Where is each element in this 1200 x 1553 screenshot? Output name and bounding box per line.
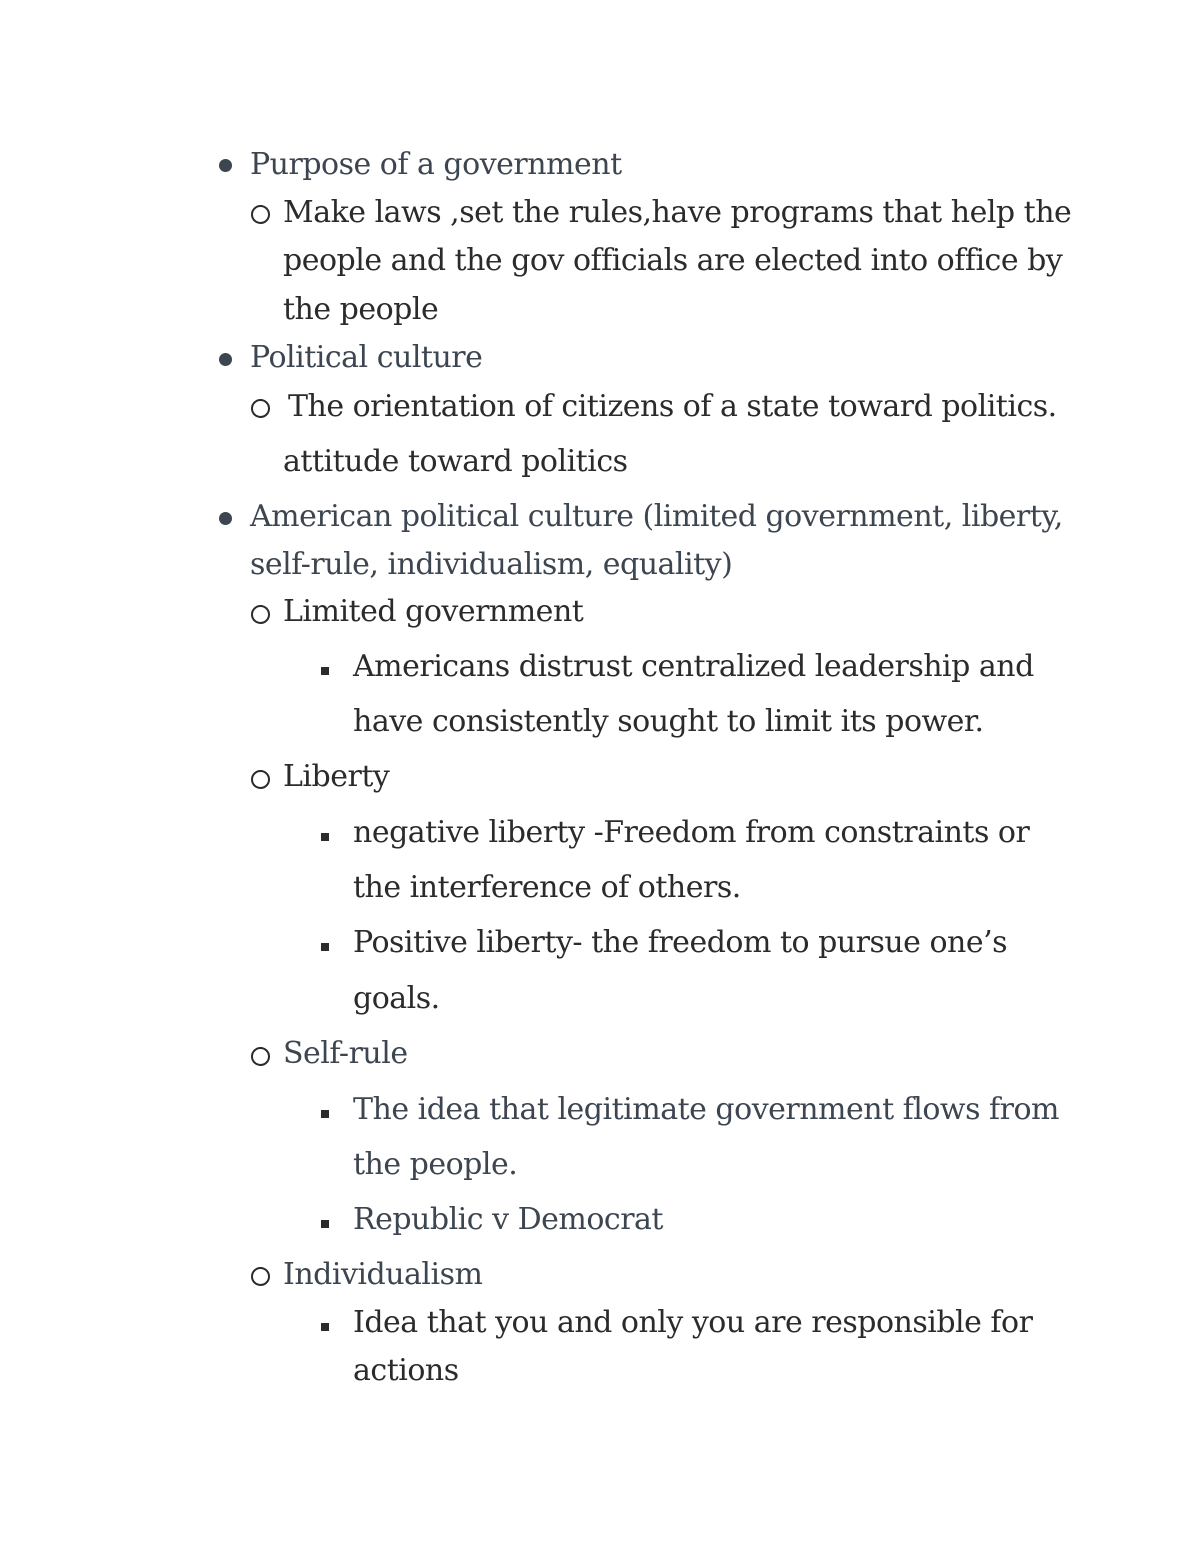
level2-bullet-icon <box>251 1047 270 1066</box>
outline-point: Republic v Democrat <box>353 1202 663 1237</box>
level2-bullet-icon <box>251 605 270 624</box>
outline-subheading: Liberty <box>283 759 390 794</box>
level1-bullet-icon <box>219 512 232 525</box>
level2-bullet-icon <box>251 205 270 224</box>
level3-bullet-icon <box>321 943 329 951</box>
outline-subheading: Self-rule <box>283 1036 408 1071</box>
outline-text: people and the gov officials are elected into office by <box>283 243 1063 278</box>
level3-bullet-icon <box>321 833 329 841</box>
level2-bullet-icon <box>251 1267 270 1286</box>
outline-text: The orientation of citizens of a state toward politics. <box>288 389 1057 424</box>
outline-heading: self-rule, individualism, equality) <box>250 547 733 582</box>
outline-point: Americans distrust centralized leadership and <box>353 649 1034 684</box>
outline-point: actions <box>353 1353 459 1388</box>
outline-heading: Purpose of a government <box>250 147 622 182</box>
level1-bullet-icon <box>219 159 232 172</box>
outline-text: the people <box>283 292 439 327</box>
outline-point: have consistently sought to limit its power. <box>353 704 984 739</box>
outline-point: goals. <box>353 981 440 1016</box>
outline-heading: Political culture <box>250 340 483 375</box>
level3-bullet-icon <box>321 1323 329 1331</box>
level2-bullet-icon <box>251 399 270 418</box>
outline-point: Positive liberty- the freedom to pursue one’s <box>353 925 1008 960</box>
outline-point: the interference of others. <box>353 870 741 905</box>
outline-subheading: Limited government <box>283 594 584 629</box>
outline-subheading: Individualism <box>283 1257 483 1292</box>
level3-bullet-icon <box>321 1220 329 1228</box>
outline-point: The idea that legitimate government flows from <box>353 1092 1059 1127</box>
outline-point: Idea that you and only you are responsible for <box>353 1305 1033 1340</box>
outline-text: attitude toward politics <box>283 444 628 479</box>
outline-heading: American political culture (limited government, liberty, <box>250 499 1063 534</box>
level2-bullet-icon <box>251 770 270 789</box>
level1-bullet-icon <box>219 353 232 366</box>
outline-point: negative liberty -Freedom from constraints or <box>353 815 1030 850</box>
outline-text: Make laws ,set the rules,have programs that help the <box>283 195 1072 230</box>
level3-bullet-icon <box>321 667 329 675</box>
level3-bullet-icon <box>321 1110 329 1118</box>
outline-point: the people. <box>353 1147 518 1182</box>
